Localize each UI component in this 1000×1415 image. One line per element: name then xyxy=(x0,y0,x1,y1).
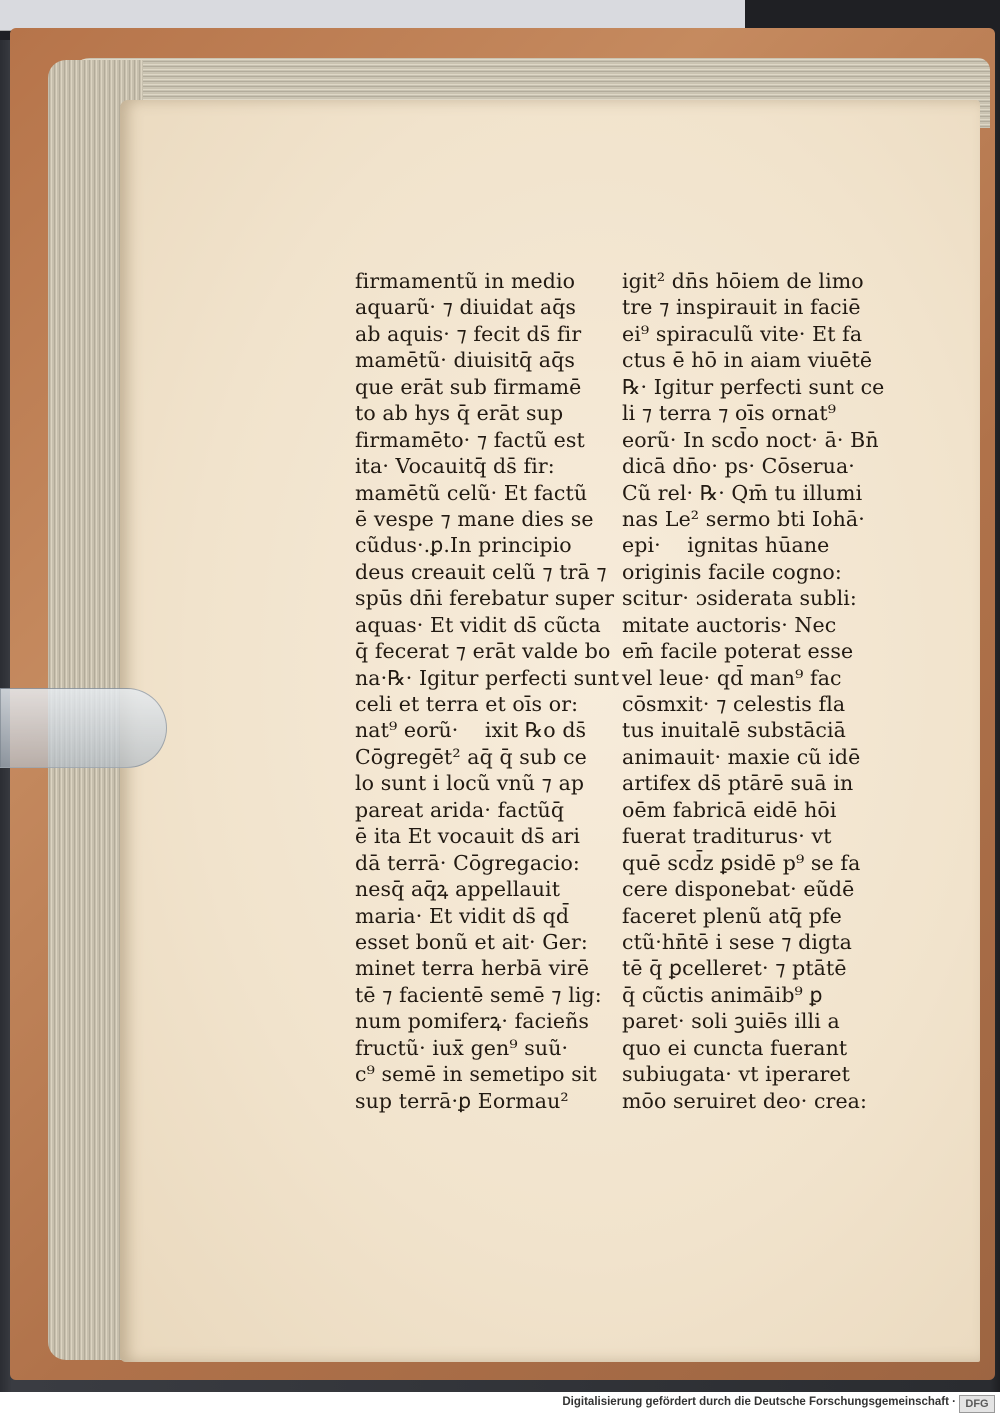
text-line: pareat arida· factũq̄ xyxy=(355,797,565,822)
text-line: faceret plenũ atq̄ pfe xyxy=(622,903,842,928)
text-line: c⁹ semē in semetipo sit xyxy=(355,1062,597,1087)
text-line: quē scd̄z ꝑsidē p⁹ se fa xyxy=(622,850,861,875)
page-clip xyxy=(0,688,167,768)
text-line: minet terra herbā virē xyxy=(355,956,590,981)
text-line: celi et terra et oīs or: xyxy=(355,692,579,716)
text-line: num pomiferꝝ· facieñs xyxy=(355,1009,590,1034)
text-line: tre ⁊ inspirauit in faciē xyxy=(622,295,861,320)
text-line: dicā dn̄o· ps· Cōserua· xyxy=(622,454,855,479)
text-line: nat⁹ eorũ· ixit ℞o ds̄ xyxy=(355,718,587,743)
text-line: que erāt sub firmamē xyxy=(355,374,582,399)
text-line: nas Le² sermo bti Iohā· xyxy=(622,506,865,531)
text-line: originis facile cogno: xyxy=(622,559,842,584)
text-line: firmamēto· ⁊ factũ est xyxy=(355,427,585,452)
text-line: oēm fabricā eidē hōi xyxy=(622,797,837,822)
text-line: subiugata· vt iperaret xyxy=(622,1062,850,1087)
text-line: paret· soli ꝫuiēs illi a xyxy=(622,1009,840,1034)
text-line: fructũ· iux̄ gen⁹ suũ· xyxy=(355,1035,569,1060)
text-line: li ⁊ terra ⁊ oīs ornat⁹ xyxy=(622,401,837,426)
text-line: to ab hys q̄ erāt sup xyxy=(355,401,564,426)
text-line: animauit· maxie cũ idē xyxy=(622,744,861,769)
text-line: deus creauit celũ ⁊ trā ⁊ xyxy=(355,559,607,584)
text-line: mamētũ celũ· Et factũ xyxy=(355,480,588,505)
text-line: aquas· Et vidit ds̄ cũcta xyxy=(355,612,601,637)
text-line: q̄ cũctis animāib⁹ ꝑ xyxy=(622,982,823,1007)
text-line: eorũ· In scd̄o noct· ā· Bn̄ xyxy=(622,427,879,452)
text-line: tē ⁊ facientē semē ⁊ lig: xyxy=(355,982,602,1007)
text-line: Cōgregēt² aq̄ q̄ sub ce xyxy=(355,744,587,769)
text-line: ab aquis· ⁊ fecit ds̄ fir xyxy=(355,321,582,346)
text-line: na·℞· Igitur perfecti sunt xyxy=(355,665,620,690)
text-line: mamētũ· diuisitq̄ aq̄s xyxy=(355,348,575,373)
text-line: ē vespe ⁊ mane dies se xyxy=(355,506,594,531)
text-column-left xyxy=(355,268,620,1114)
text-line: ℞· Igitur perfecti sunt ce xyxy=(622,374,885,399)
text-line: em̄ facile poterat esse xyxy=(622,639,854,664)
text-line: Cũ rel· ℞· Qm̄ tu illumi xyxy=(622,480,863,505)
text-line: lo sunt i locũ vnũ ⁊ ap xyxy=(355,771,585,796)
text-line: tus inuitalē substāciā xyxy=(622,718,846,743)
text-line: aquarũ· ⁊ diuidat aq̄s xyxy=(355,295,577,320)
text-line: cōsmxit· ⁊ celestis fla xyxy=(622,692,846,716)
text-line: epi· ignitas hūane xyxy=(622,533,830,558)
text-line: dā terrā· Cōgregacio: xyxy=(355,850,580,875)
text-line: cũdus·.ꝑ.In principio xyxy=(355,533,572,558)
text-line: mōo seruiret deo· crea: xyxy=(622,1088,868,1113)
text-line: ctũ·hn̄tē i sese ⁊ digta xyxy=(622,929,852,954)
text-line: spūs dn̄i ferebatur super xyxy=(355,586,615,611)
text-line: cere disponebat· eũdē xyxy=(622,877,855,902)
text-line: ei⁹ spiraculũ vite· Et fa xyxy=(622,321,863,346)
text-line: tē q̄ ꝑcelleret· ⁊ ptātē xyxy=(622,956,847,981)
text-line: firmamentũ in medio xyxy=(355,269,576,293)
text-line: sup terrā·ꝑ Eormau² xyxy=(355,1088,569,1113)
text-line: quo ei cuncta fuerant xyxy=(622,1035,848,1060)
dfg-logo: DFG xyxy=(959,1395,995,1413)
scanner-top-strip xyxy=(0,0,745,31)
text-line: ē ita Et vocauit ds̄ ari xyxy=(355,824,581,849)
text-line: artifex ds̄ ptārē suā in xyxy=(622,771,854,796)
text-line: q̄ fecerat ⁊ erāt valde bo xyxy=(355,639,611,664)
text-line: mitate auctoris· Nec xyxy=(622,612,837,637)
text-column-right xyxy=(622,268,885,1114)
text-line: vel leue· qd̄ man⁹ fac xyxy=(622,665,842,690)
text-line: esset bonũ et ait· Ger: xyxy=(355,929,588,954)
text-line: maria· Et vidit ds̄ qd̄ xyxy=(355,903,570,928)
text-line: igit² dn̄s hōiem de limo xyxy=(622,269,864,293)
text-line: ctus ē hō in aiam viuētē xyxy=(622,348,873,373)
text-line: fuerat traditurus· vt xyxy=(622,824,832,849)
funding-credit: Digitalisierung gefördert durch die Deutsche Forschungsgemeinschaft · xyxy=(562,1396,956,1408)
text-line: ita· Vocauitq̄ ds̄ fir: xyxy=(355,454,555,479)
text-line: scitur· ɔsiderata subli: xyxy=(622,586,857,611)
text-line: nesq̄ aq̄ꝝ appellauit xyxy=(355,877,561,902)
